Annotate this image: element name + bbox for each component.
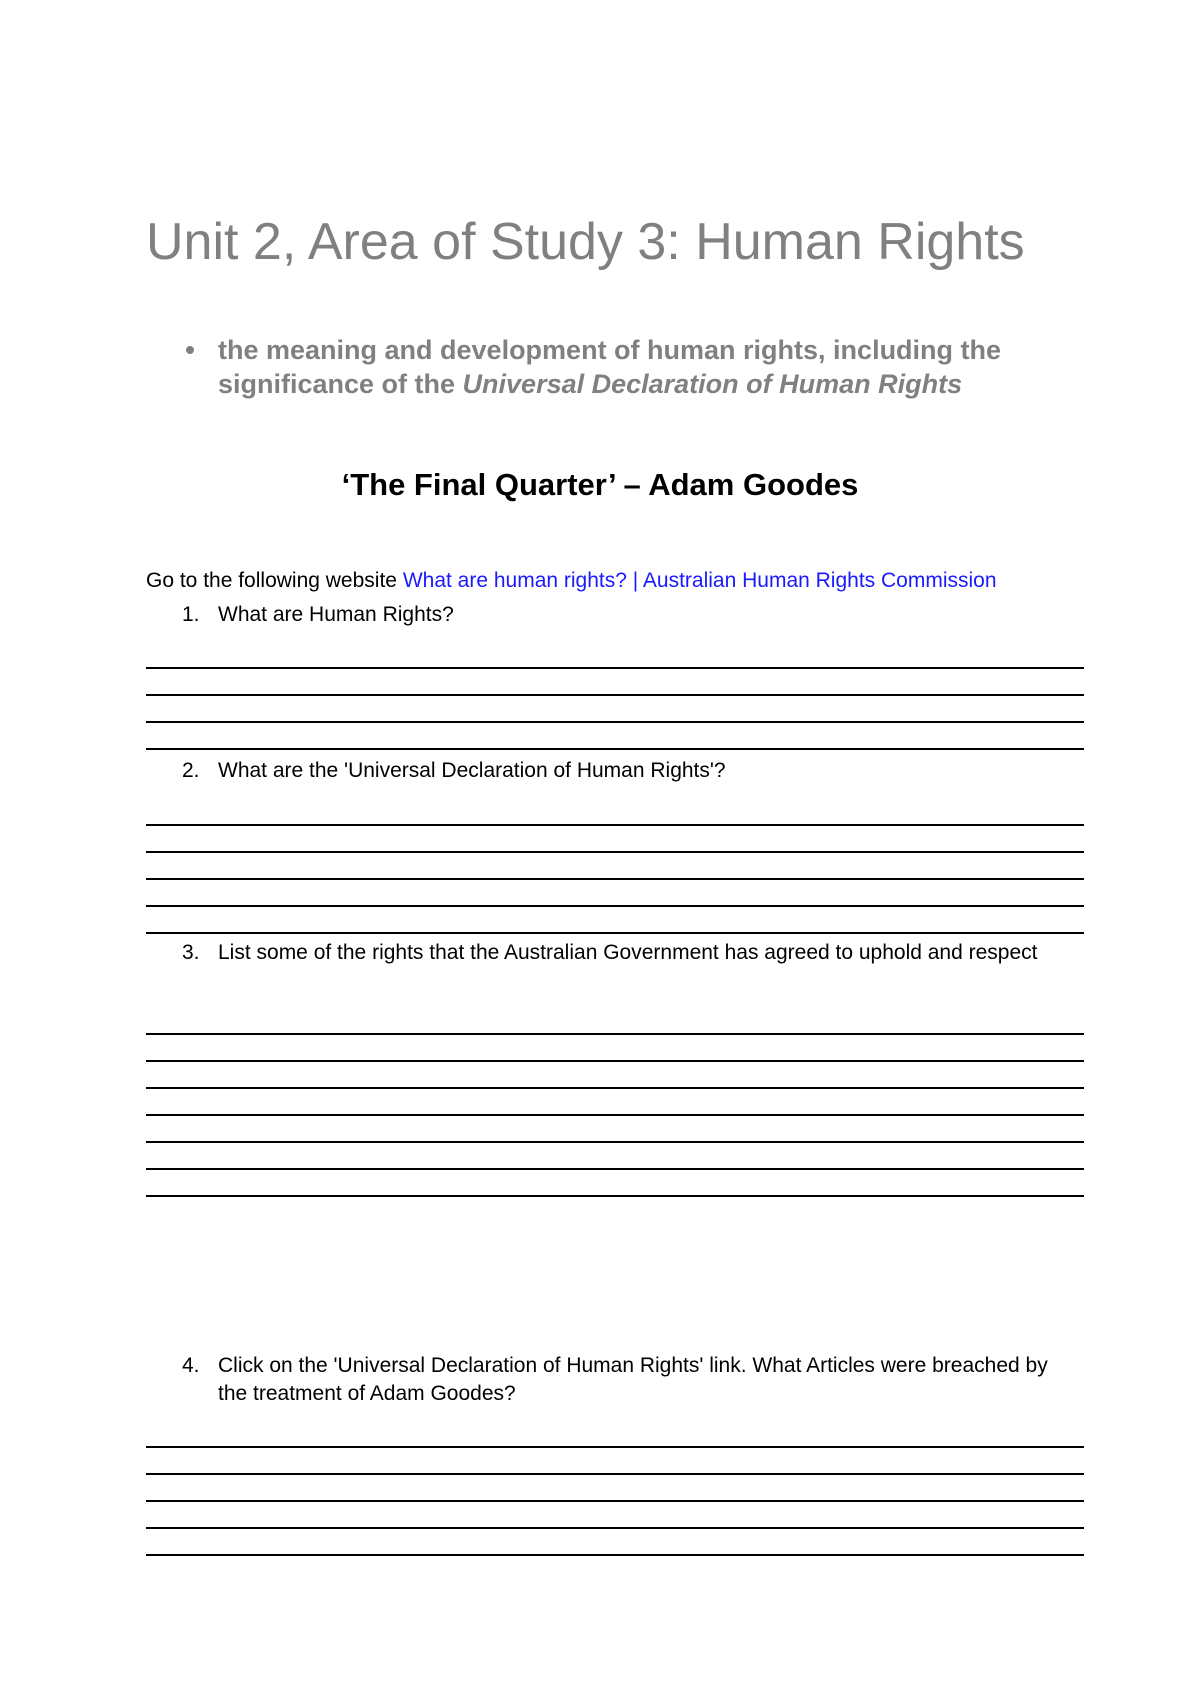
question-text: What are Human Rights?	[218, 603, 454, 626]
answer-line[interactable]	[146, 1143, 1084, 1170]
page-title: Unit 2, Area of Study 3: Human Rights	[146, 213, 1025, 271]
intro-text: Go to the following website	[146, 569, 403, 592]
answer-line[interactable]	[146, 669, 1084, 696]
answer-line[interactable]	[146, 1170, 1084, 1197]
question-number: 2.	[182, 759, 200, 782]
question-number: 3.	[182, 941, 200, 964]
answer-line[interactable]	[146, 1008, 1084, 1035]
answer-area-4[interactable]	[146, 1421, 1084, 1556]
question-text: What are the 'Universal Declaration of Human Rights'?	[218, 759, 726, 782]
answer-line[interactable]	[146, 1089, 1084, 1116]
study-point-text	[218, 333, 1078, 401]
answer-line[interactable]	[146, 880, 1084, 907]
answer-line[interactable]	[146, 1448, 1084, 1475]
answer-line[interactable]	[146, 1035, 1084, 1062]
study-point-text-start: the meaning and development of human rights, including the significance of the	[218, 335, 1002, 399]
question-text: Click on the 'Universal Declaration of Human Rights' link. What Articles were breached by the treatment of Adam Goodes?	[218, 1354, 1048, 1405]
question-text: List some of the rights that the Australian Government has agreed to uphold and respect	[218, 941, 1038, 964]
intro-instruction	[146, 567, 1086, 595]
answer-area-1[interactable]	[146, 642, 1084, 750]
answer-line[interactable]	[146, 1421, 1084, 1448]
answer-line[interactable]	[146, 642, 1084, 669]
answer-line[interactable]	[146, 696, 1084, 723]
human-rights-link[interactable]: What are human rights? | Australian Human Rights Commission	[402, 569, 997, 592]
answer-line[interactable]	[146, 907, 1084, 934]
answer-line[interactable]	[146, 723, 1084, 750]
answer-line[interactable]	[146, 853, 1084, 880]
answer-line[interactable]	[146, 1116, 1084, 1143]
answer-area-3[interactable]	[146, 1008, 1084, 1197]
study-point-text-emphasis: Universal Declaration of Human Rights	[462, 369, 963, 399]
answer-area-2[interactable]	[146, 799, 1084, 934]
question-number: 1.	[182, 603, 200, 626]
answer-line[interactable]	[146, 826, 1084, 853]
answer-line[interactable]	[146, 1062, 1084, 1089]
answer-line[interactable]	[146, 1529, 1084, 1556]
answer-line[interactable]	[146, 1475, 1084, 1502]
question-number: 4.	[182, 1354, 200, 1377]
answer-line[interactable]	[146, 799, 1084, 826]
bullet-icon	[186, 346, 194, 354]
answer-line[interactable]	[146, 1502, 1084, 1529]
worksheet-subtitle: ‘The Final Quarter’ – Adam Goodes	[341, 467, 859, 502]
